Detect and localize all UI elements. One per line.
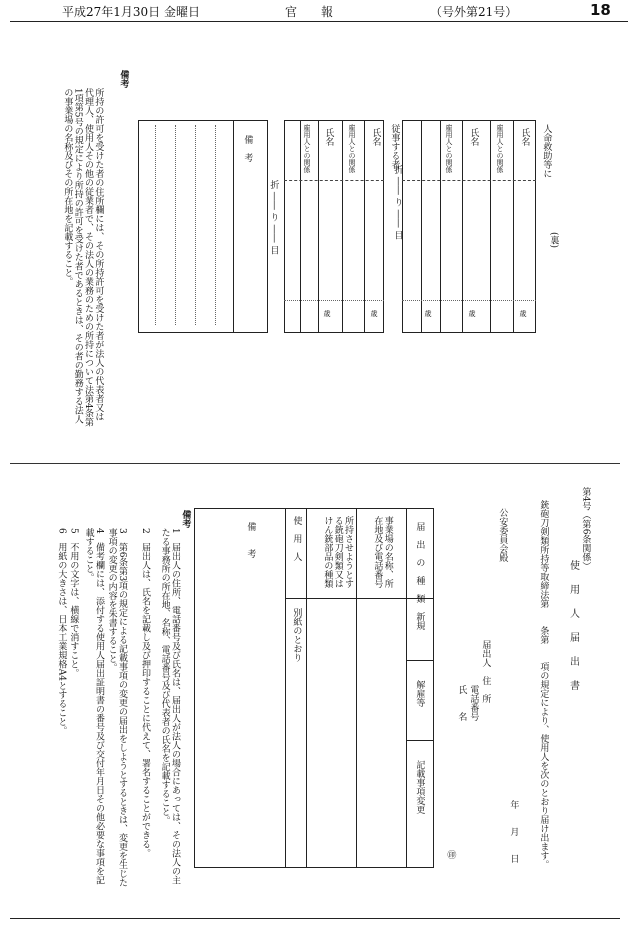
notification-table: [194, 508, 434, 868]
form-addressee: 公安委員会殿: [497, 508, 508, 562]
form-intro: 銃砲刀剣類所持等取締法第 条第 項の規定により、使用人を次のとおり届け出ます。: [538, 500, 549, 869]
fold-line-label-1: 折 ―― り ―― 目: [392, 165, 403, 240]
bottom-rule: [10, 918, 620, 919]
header-rule: [10, 21, 628, 22]
lower-note-4: 4 備考欄には、添付する使用人届出証明書の番号及び交付年月日その他必要な事項を記載すること。: [83, 528, 104, 885]
page-number: 18: [590, 1, 611, 19]
row-label-relation-2: 雇用人との関係: [445, 124, 454, 173]
age-suffix-5: 歳: [323, 310, 332, 317]
seal-mark: ㊞: [445, 850, 456, 859]
age-suffix-3: 歳: [424, 310, 433, 317]
applicant-address: 届出人 住 所: [480, 640, 491, 703]
group-label-worker: 従事する者: [389, 124, 400, 169]
row-label-relation-1: 雇用人との関係: [496, 124, 505, 173]
remarks-label: 備 考: [242, 135, 253, 162]
continued-mark: (裏): [548, 232, 559, 249]
form-number: 第4号（第6条関係）: [580, 487, 591, 571]
header-date: 平成27年1月30日 金曜日: [62, 5, 200, 19]
lower-note-2: 2 届出人は、氏名を記載し及び押印することに代えて、署名することができる。: [140, 528, 150, 858]
age-suffix-2: 歳: [468, 310, 477, 317]
lower-note-5: 5 不用の文字は、横線で消すこと。: [68, 528, 79, 678]
age-suffix-4: 歳: [370, 310, 379, 317]
lower-notes-title: 備考: [180, 510, 191, 528]
row-kind-option-new: 新規: [414, 612, 425, 630]
row-employee-label: 使 用 人: [291, 516, 302, 561]
row-label-name-1: 氏名: [519, 128, 530, 146]
worker-table-2: [284, 120, 384, 333]
lower-note-3: 3 第6条第3項の規定による記載事項の変更の届出をしようとするときは、変更を生じた事項の変更の内容を朱書すること。: [106, 528, 127, 888]
age-suffix-1: 歳: [519, 310, 528, 317]
lower-note-6: 6 用紙の大きさは、日本工業規格A4とすること。: [56, 528, 67, 735]
lower-note-1: 1 届出人の住所、電話番号及び氏名は、届出人が法人の場合にあっては、その法人の主たる事務所の所在地、名称、電話番号及び代表者の氏名を記載すること。: [159, 528, 180, 885]
page-fold-divider: [10, 463, 620, 464]
row-kind-label: 届 出 の 種 類: [414, 522, 425, 603]
row-label-relation-3: 雇用人との関係: [348, 124, 357, 173]
page-header: [0, 0, 631, 20]
upper-note-title: 備考: [118, 70, 129, 88]
form-date: 年 月 日: [508, 800, 519, 863]
row-weapon-type-label: 所持させようとする銃砲刀剣類又はけん銃部品の種類: [322, 516, 354, 588]
header-gazette-title: 官 報: [285, 5, 334, 19]
applicant-name: 氏 名: [456, 685, 467, 721]
row-kind-option-change: 記載事項変更: [414, 760, 425, 814]
row-kind-option-dismissal: 解雇等: [414, 680, 425, 707]
row-employee-value: 別紙のとおり: [291, 608, 302, 662]
header-issue: （号外第21号）: [430, 5, 518, 19]
upper-note-text: 所持の許可を受けた者の住所欄には、その所持許可を受けた者が法人の代表者又は代理人、使用人その他の従業者で、その法人の業務のための所持について法第4条第1項第5号の規定により所持の許可を受けた者であるときは、その者の勤務する法人の事業場の名称及びその所在地を記載すること。: [62, 88, 104, 427]
row-label-name-2: 氏名: [468, 128, 479, 146]
row-label-name-3: 氏名: [370, 128, 381, 146]
row-label-name-4: 氏名: [323, 128, 334, 146]
row-workplace-label: 事業場の名称、所在地及び電話番号: [372, 516, 393, 588]
row-label-relation-4: 雇用人との関係: [303, 124, 312, 173]
group-label-rescue: 人命救助等に: [541, 124, 552, 178]
applicant-phone: 電話番号: [468, 685, 479, 721]
fold-line-label-2: 折 ―― り ―― 目: [268, 180, 279, 255]
worker-table-1: [402, 120, 536, 333]
form-title: 使 用 人 届 出 書: [567, 560, 579, 692]
row-remarks-label: 備 考: [245, 522, 256, 558]
